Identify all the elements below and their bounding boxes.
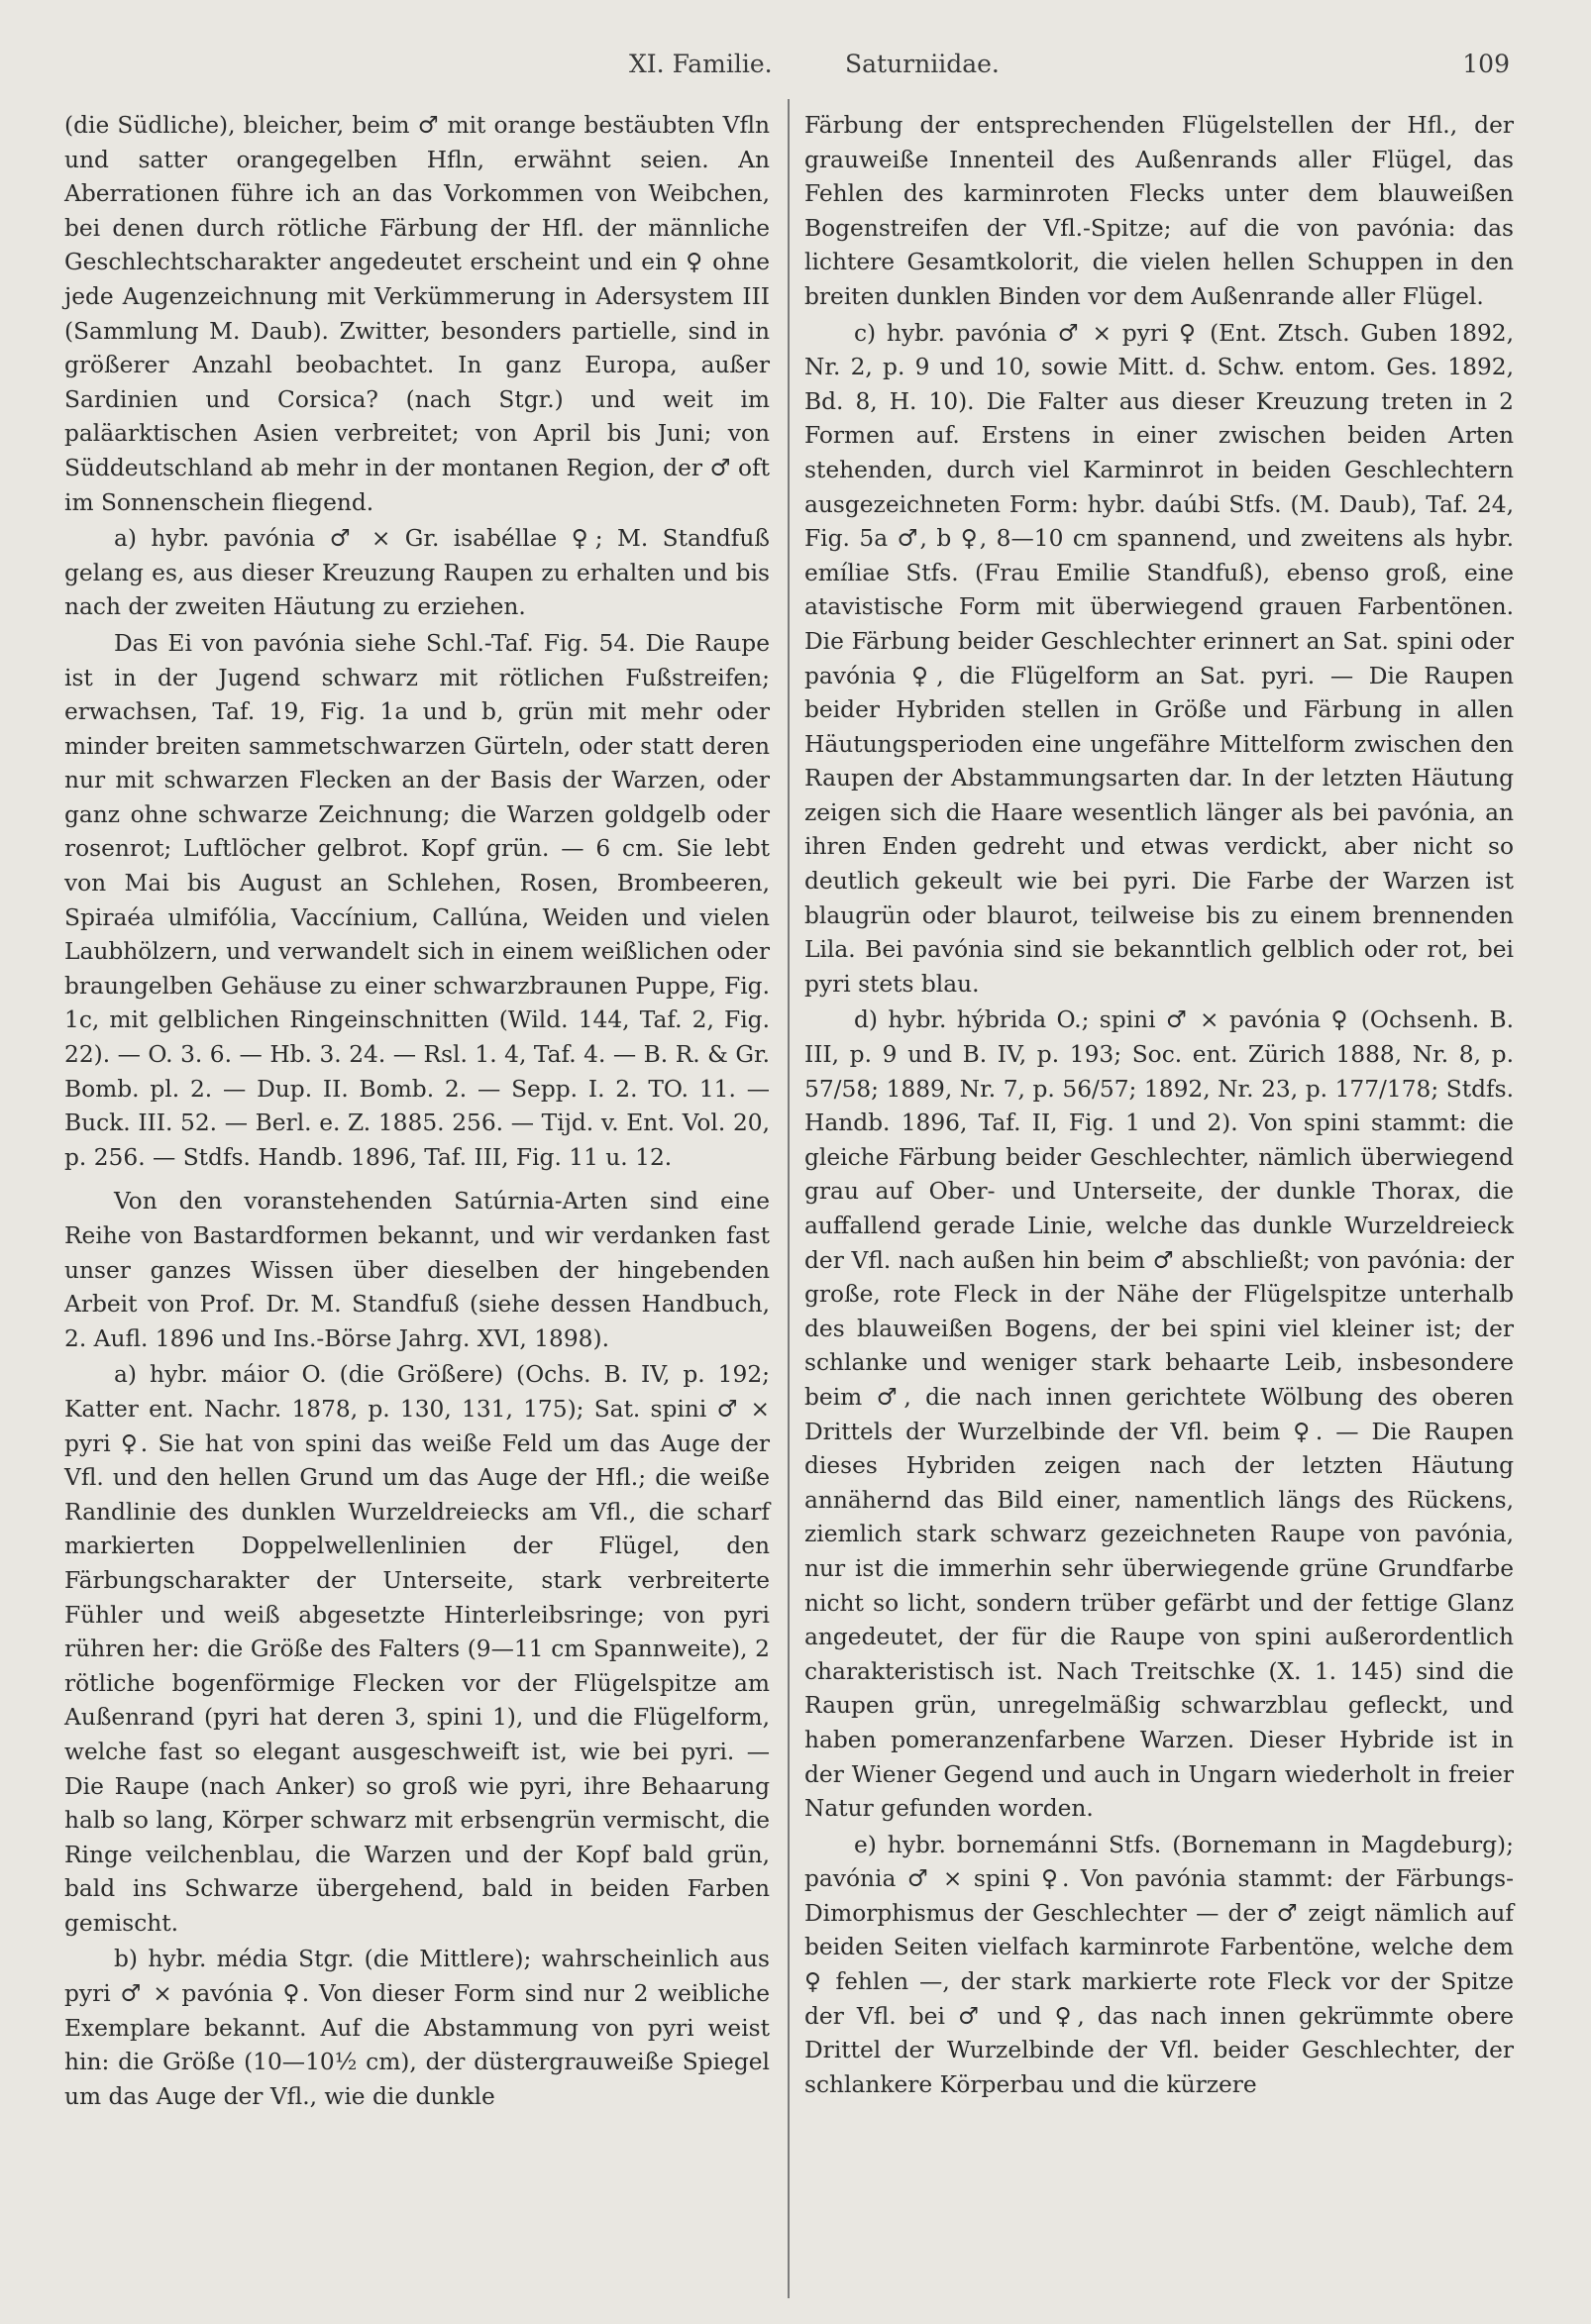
right-column: [804, 109, 1514, 2102]
column-divider: [788, 99, 790, 2298]
paragraph: e) hybr. bornemánni Stfs. (Bornemann in Magdeburg); pavónia ♂ × spini ♀. Von pavónia stammt: der Färbungs-Dimorphismus der Geschlechter — der ♂ zeigt nämlich auf beiden Seiten vielfach karminrote Farbentöne, welche dem ♀ fehlen —, der stark markierte rote Fleck vor der Spitze der Vfl. bei ♂ und ♀, das nach innen gekrümmte obere Drittel der Wurzelbinde der Vfl. beider Geschlechter, der schlankere Körperbau und die kürzere: [804, 1831, 1514, 2098]
paragraph: Färbung der entsprechenden Flügelstellen der Hfl., der grauweiße Innenteil des Außenrands aller Flügel, das Fehlen des karminroten Flecks unter dem blauweißen Bogenstreifen der Vfl.-Spitze; auf die von pavónia: das lichtere Gesamtkolorit, die vielen hellen Schuppen in den breiten dunklen Binden vor dem Außenrande aller Flügel.: [804, 112, 1514, 310]
paragraph: Das Ei von pavónia siehe Schl.-Taf. Fig. 54. Die Raupe ist in der Jugend schwarz mit rötlichen Fußstreifen; erwachsen, Taf. 19, Fig. 1a und b, grün mit mehr oder minder breiten sammetschwarzen Gürteln, oder statt deren nur mit schwarzen Flecken an der Basis der Warzen, oder ganz ohne schwarze Zeichnung; die Warzen goldgelb oder rosenrot; Luftlöcher gelbrot. Kopf grün. — 6 cm. Sie lebt von Mai bis August an Schlehen, Rosen, Brombeeren, Spiraéa ulmifólia, Vaccínium, Callúna, Weiden und vielen Laubhölzern, und verwandelt sich in einem weißlichen oder braungelben Gehäuse zu einer schwarzbraunen Puppe, Fig. 1c, mit gelblichen Ringeinschnitten (Wild. 144, Taf. 2, Fig. 22). — O. 3. 6. — Hb. 3. 24. — Rsl. 1. 4, Taf. 4. — B. R. & Gr. Bomb. pl. 2. — Dup. II. Bomb. 2. — Sepp. I. 2. TO. 11. — Buck. III. 52. — Berl. e. Z. 1885. 256. — Tijd. v. Ent. Vol. 20, p. 256. — Stdfs. Handb. 1896, Taf. III, Fig. 11 u. 12.: [64, 629, 770, 1171]
header-family: XI. Familie.: [629, 50, 773, 78]
running-header: [69, 50, 1510, 93]
paragraph: a) hybr. máior O. (die Größere) (Ochs. B. IV, p. 192; Katter ent. Nachr. 1878, p. 130, 131, 175); Sat. spini ♂ × pyri ♀. Sie hat von spini das weiße Feld um das Auge der Vfl. und den hellen Grund um das Auge der Hfl.; die weiße Randlinie des dunklen Wurzeldreiecks am Vfl., die scharf markierten Doppelwellenlinien der Flügel, den Färbungscharakter der Unterseite, stark verbreiterte Fühler und weiß abgesetzte Hinterleibsringe; von pyri rühren her: die Größe des Falters (9—11 cm Spannweite), 2 rötliche bogenförmige Flecken vor der Flügelspitze am Außenrand (pyri hat deren 3, spini 1), und die Flügelform, welche fast so elegant ausgeschweift ist, wie bei pyri. — Die Raupe (nach Anker) so groß wie pyri, ihre Behaarung halb so lang, Körper schwarz mit erbsengrün vermischt, die Ringe veilchenblau, die Warzen und der Kopf bald grün, bald ins Schwarze übergehend, bald in beiden Farben gemischt.: [64, 1361, 770, 1937]
paragraph: (die Südliche), bleicher, beim ♂ mit orange bestäubten Vfln und satter orangegelben Hfln, erwähnt seien. An Aberrationen führe ich an das Vorkommen von Weibchen, bei denen durch rötliche Färbung der Hfl. der männliche Geschlechtscharakter angedeutet erscheint und ein ♀ ohne jede Augenzeichnung mit Verkümmerung in Adersystem III (Sammlung M. Daub). Zwitter, besonders partielle, sind in größerer Anzahl beobachtet. In ganz Europa, außer Sardinien und Corsica? (nach Stgr.) und weit im paläarktischen Asien verbreitet; von April bis Juni; von Süddeutschland ab mehr in der montanen Region, der ♂ oft im Sonnenschein fliegend.: [64, 112, 770, 516]
page-number: 109: [1462, 50, 1510, 78]
paragraph: c) hybr. pavónia ♂ × pyri ♀ (Ent. Ztsch. Guben 1892, Nr. 2, p. 9 und 10, sowie Mitt. d. Schw. entom. Ges. 1892, Bd. 8, H. 10). Die Falter aus dieser Kreuzung treten in 2 Formen auf. Erstens in einer zwischen beiden Arten stehenden, durch viel Karminrot in beiden Geschlechtern ausgezeichneten Form: hybr. daúbi Stfs. (M. Daub), Taf. 24, Fig. 5a ♂, b ♀, 8—10 cm spannend, und zweitens als hybr. emíliae Stfs. (Frau Emilie Standfuß), ebenso groß, eine atavistische Form mit überwiegend grauen Farbentönen. Die Färbung beider Geschlechter erinnert an Sat. spini oder pavónia ♀, die Flügelform an Sat. pyri. — Die Raupen beider Hybriden stellen in Größe und Färbung in allen Häutungsperioden eine ungefähre Mittelform zwischen den Raupen der Abstammungsarten dar. In der letzten Häutung zeigen sich die Haare wesentlich länger als bei pavónia, an ihren Enden gedreht und etwas verdickt, aber nicht so deutlich gekeult wie bei pyri. Die Farbe der Warzen ist blaugrün oder blaurot, teilweise bis zu einem brennenden Lila. Bei pavónia sind sie bekanntlich gelblich oder rot, bei pyri stets blau.: [804, 319, 1514, 998]
header-section: Saturniidae.: [845, 50, 1000, 78]
paragraph: b) hybr. média Stgr. (die Mittlere); wahrscheinlich aus pyri ♂ × pavónia ♀. Von dieser Form sind nur 2 weibliche Exemplare bekannt. Auf die Abstammung von pyri weist hin: die Größe (10—10½ cm), der düstergrauweiße Spiegel um das Auge der Vfl., wie die dunkle: [64, 1946, 770, 2110]
paragraph: Von den voranstehenden Satúrnia-Arten sind eine Reihe von Bastardformen bekannt, und wir verdanken fast unser ganzes Wissen über dieselben der hingebenden Arbeit von Prof. Dr. M. Standfuß (siehe dessen Handbuch, 2. Aufl. 1896 und Ins.-Börse Jahrg. XVI, 1898).: [64, 1188, 770, 1352]
paragraph: d) hybr. hýbrida O.; spini ♂ × pavónia ♀ (Ochsenh. B. III, p. 9 und B. IV, p. 193; Soc. ent. Zürich 1888, Nr. 8, p. 57/58; 1889, Nr. 7, p. 56/57; 1892, Nr. 23, p. 177/178; Stdfs. Handb. 1896, Taf. II, Fig. 1 und 2). Von spini stammt: die gleiche Färbung beider Geschlechter, nämlich überwiegend grau auf Ober- und Unterseite, der dunkle Thorax, die auffallend gerade Linie, welche das dunkle Wurzeldreieck der Vfl. nach außen hin beim ♂ abschließt; von pavónia: der große, rote Fleck in der Nähe der Flügelspitze unterhalb des blauweißen Bogens, der bei spini viel kleiner ist; der schlanke und weniger stark behaarte Leib, insbesondere beim ♂, die nach innen gerichtete Wölbung des oberen Drittels der Wurzelbinde der Vfl. beim ♀. — Die Raupen dieses Hybriden zeigen nach der letzten Häutung annähernd das Bild einer, namentlich längs des Rückens, ziemlich stark schwarz gezeichneten Raupe von pavónia, nur ist die immerhin sehr überwiegende grüne Grundfarbe nicht so licht, sondern trüber gefärbt und der fettige Glanz angedeutet, der für die Raupe von spini außerordentlich charakteristisch ist. Nach Treitschke (X. 1. 145) sind die Raupen grün, unregelmäßig schwarzblau gefleckt, und haben pomeranzenfarbene Warzen. Dieser Hybride ist in der Wiener Gegend und auch in Ungarn wiederholt in freier Natur gefunden worden.: [804, 1006, 1514, 1823]
paragraph: a) hybr. pavónia ♂ × Gr. isabéllae ♀; M. Standfuß gelang es, aus dieser Kreuzung Raupen zu erhalten und bis nach der zweiten Häutung zu erziehen.: [64, 525, 770, 621]
left-column: [64, 109, 770, 2114]
